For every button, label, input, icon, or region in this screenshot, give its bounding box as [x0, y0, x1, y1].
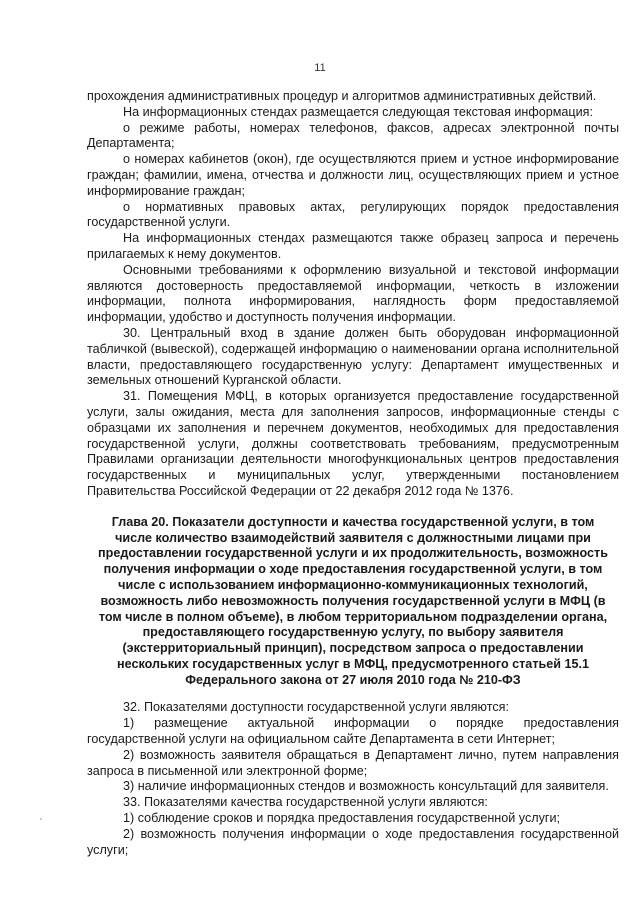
paragraph: о нормативных правовых актах, регулирующих порядок предоставления государственной услуги.	[87, 199, 619, 230]
document-body	[87, 89, 619, 858]
page-number: 11	[314, 62, 326, 74]
paragraph: 2) возможность получения информации о ходе предоставления государственной услуги;	[87, 826, 619, 857]
paragraph: прохождения административных процедур и алгоритмов административных действий.	[87, 89, 597, 103]
paragraph: 32. Показателями доступности государственной услуги являются:	[123, 700, 509, 715]
scan-artifact	[40, 818, 42, 820]
paragraphs-top	[87, 89, 619, 500]
paragraph: 3) наличие информационных стендов и возможность консультаций для заявителя.	[123, 779, 609, 794]
paragraph: 31. Помещения МФЦ, в которых организуется предоставление государственной услуги, залы ожидания, места для заполнения запросов, информационные стенды с образцами их заполнения и перечнем документов, необходимых для предоставления государственной услуги, должны соответствовать требованиям, предусмотренным Правилами организации деятельности многофункциональных центров предоставления государственных и муниципальных услуг, утвержденными постановлением Правительства Российской Федерации от 22 декабря 2012 года № 1376.	[87, 389, 619, 498]
paragraph: о номерах кабинетов (окон), где осуществляются прием и устное информирование граждан; фамилии, имена, отчества и должности лиц, осуществляющих прием и устное информирование граждан;	[87, 152, 619, 198]
paragraphs-bottom	[87, 700, 619, 858]
paragraph: На информационных стендах размещаются также образец запроса и перечень прилагаемых к нему документов.	[87, 231, 619, 261]
paragraph: о режиме работы, номерах телефонов, факсов, адресах электронной почты Департамента;	[87, 120, 619, 151]
paragraph: 30. Центральный вход в здание должен быть оборудован информационной табличкой (вывеской), содержащей информацию о наименовании органа исполнительной власти, предоставляющего государственную услугу: Департамент имущественных и земельных отношений Курганской области.	[87, 325, 619, 388]
paragraph: 1) размещение актуальной информации о порядке предоставления государственной услуги на официальном сайте Департамента в сети Интернет;	[87, 716, 619, 747]
chapter-heading: Глава 20. Показатели доступности и качества государственной услуги, в том числе количество взаимодействий заявителя с должностными лицами при предоставлении государственной услуги и их продолжительность, возможность получения информации о ходе предоставления государственной услуги, в том числе с использованием информационно-коммуникационных технологий, возможность либо невозможность получения государственной услуги в МФЦ (в том числе в полном объеме), в любом территориальном подразделении органа, предоставляющего государственную услугу, по выбору заявителя (экстерриториальный принцип), посредством запроса о предоставлении нескольких государственных услуг в МФЦ, предусмотренного статьей 15.1 Федерального закона от 27 июля 2010 года № 210-ФЗ	[98, 514, 608, 687]
paragraph: 2) возможность заявителя обращаться в Департамент лично, путем направления запроса в письменной или электронной форме;	[87, 747, 619, 778]
paragraph: На информационных стендах размещается следующая текстовая информация:	[123, 104, 593, 119]
paragraph: Основными требованиями к оформлению визуальной и текстовой информации являются достоверность предоставляемой информации, четкость в изложении информации, полнота информирования, наглядность форм предоставляемой информации, удобство и доступность получения информации.	[87, 262, 619, 325]
paragraph: 33. Показателями качества государственной услуги являются:	[123, 795, 488, 810]
paragraph: 1) соблюдение сроков и порядка предоставления государственной услуги;	[123, 811, 561, 826]
